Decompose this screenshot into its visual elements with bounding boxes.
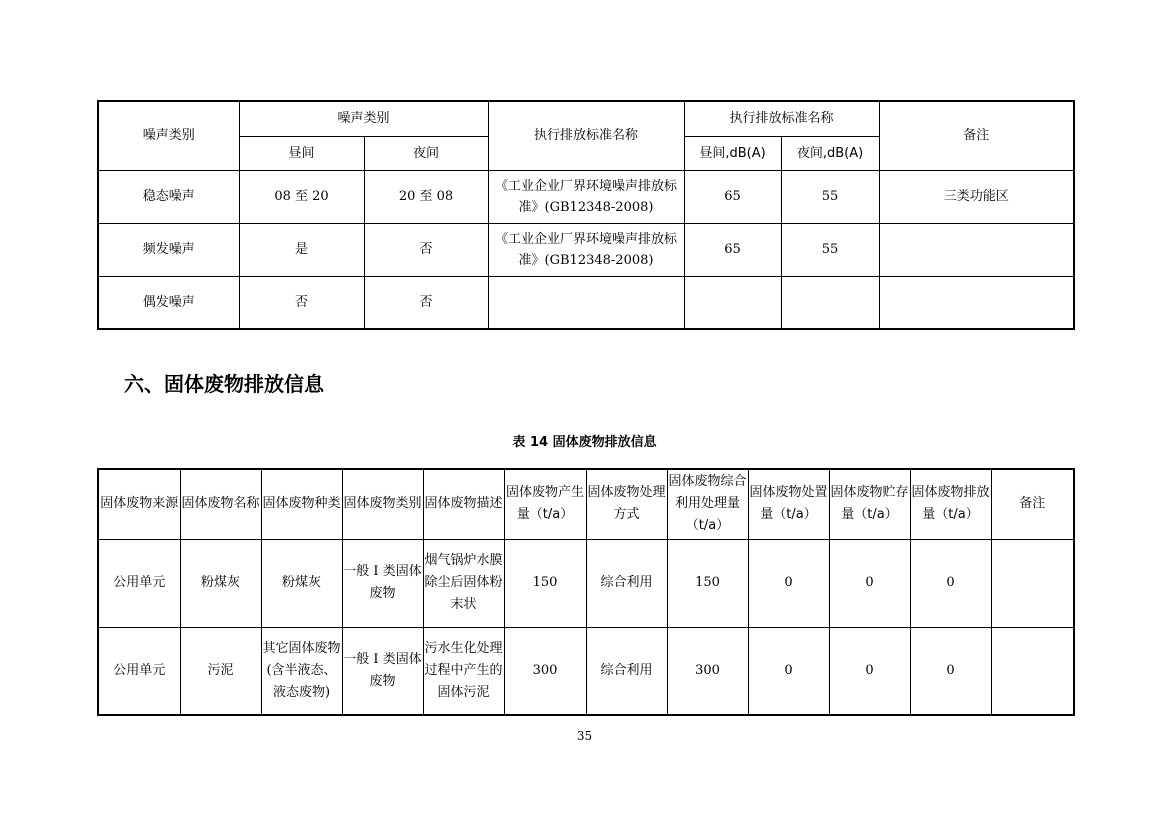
waste-utilization-cell: 150 — [667, 539, 748, 627]
noise-header-category: 噪声类别 — [98, 101, 239, 170]
table-row — [98, 276, 1074, 329]
waste-header-remark: 备注 — [991, 469, 1074, 539]
waste-storage-cell: 0 — [829, 539, 910, 627]
waste-remark-cell — [991, 539, 1074, 627]
noise-category-cell: 频发噪声 — [98, 223, 239, 276]
waste-class-cell: 一般 I 类固体废物 — [342, 627, 423, 715]
noise-standard-cell — [488, 276, 684, 329]
waste-header-treatment: 固体废物处理方式 — [586, 469, 667, 539]
table-row — [98, 539, 1074, 627]
noise-night-limit-cell — [781, 276, 879, 329]
noise-header-day-limit: 昼间,dB(A) — [684, 136, 781, 170]
waste-source-cell: 公用单元 — [98, 539, 180, 627]
noise-header-standard: 执行排放标准名称 — [488, 101, 684, 170]
waste-discharge-cell: 0 — [910, 627, 991, 715]
waste-disposal-cell: 0 — [748, 627, 829, 715]
waste-storage-cell: 0 — [829, 627, 910, 715]
waste-header-generation: 固体废物产生量（t/a） — [504, 469, 586, 539]
waste-discharge-cell: 0 — [910, 539, 991, 627]
waste-treatment-cell: 综合利用 — [586, 627, 667, 715]
page-number: 35 — [576, 729, 593, 743]
noise-day-limit-cell: 65 — [684, 223, 781, 276]
noise-remark-cell — [879, 223, 1074, 276]
noise-day-cell: 否 — [239, 276, 364, 329]
noise-night-limit-cell: 55 — [781, 170, 879, 223]
solid-waste-table — [97, 468, 1075, 716]
noise-category-cell: 偶发噪声 — [98, 276, 239, 329]
waste-header-disposal: 固体废物处置量（t/a） — [748, 469, 829, 539]
noise-header-limit-group: 执行排放标准名称 — [684, 101, 879, 136]
noise-day-cell: 08 至 20 — [239, 170, 364, 223]
noise-header-remark: 备注 — [879, 101, 1074, 170]
noise-day-cell: 是 — [239, 223, 364, 276]
waste-description-cell: 烟气锅炉水膜除尘后固体粉末状 — [423, 539, 504, 627]
waste-header-storage: 固体废物贮存量（t/a） — [829, 469, 910, 539]
waste-header-source: 固体废物来源 — [98, 469, 180, 539]
noise-night-cell: 否 — [364, 223, 488, 276]
section-heading: 六、固体废物排放信息 — [124, 372, 324, 396]
waste-kind-cell: 其它固体废物(含半液态、液态废物) — [261, 627, 342, 715]
waste-header-discharge: 固体废物排放量（t/a） — [910, 469, 991, 539]
waste-remark-cell — [991, 627, 1074, 715]
noise-night-cell: 否 — [364, 276, 488, 329]
waste-name-cell: 粉煤灰 — [180, 539, 261, 627]
noise-standard-cell: 《工业企业厂界环境噪声排放标准》(GB12348-2008) — [488, 170, 684, 223]
waste-header-description: 固体废物描述 — [423, 469, 504, 539]
waste-kind-cell: 粉煤灰 — [261, 539, 342, 627]
waste-treatment-cell: 综合利用 — [586, 539, 667, 627]
waste-source-cell: 公用单元 — [98, 627, 180, 715]
noise-header-time-group: 噪声类别 — [239, 101, 488, 136]
table-row — [98, 223, 1074, 276]
noise-header-day: 昼间 — [239, 136, 364, 170]
noise-category-cell: 稳态噪声 — [98, 170, 239, 223]
table-row — [98, 170, 1074, 223]
waste-description-cell: 污水生化处理过程中产生的固体污泥 — [423, 627, 504, 715]
table-row — [98, 627, 1074, 715]
waste-name-cell: 污泥 — [180, 627, 261, 715]
waste-utilization-cell: 300 — [667, 627, 748, 715]
waste-generation-cell: 300 — [504, 627, 586, 715]
table-caption: 表 14 固体废物排放信息 — [512, 435, 657, 450]
noise-day-limit-cell — [684, 276, 781, 329]
noise-night-cell: 20 至 08 — [364, 170, 488, 223]
noise-standard-cell: 《工业企业厂界环境噪声排放标准》(GB12348-2008) — [488, 223, 684, 276]
noise-standards-table — [97, 100, 1075, 330]
waste-header-kind: 固体废物种类 — [261, 469, 342, 539]
noise-day-limit-cell: 65 — [684, 170, 781, 223]
waste-header-name: 固体废物名称 — [180, 469, 261, 539]
noise-remark-cell: 三类功能区 — [879, 170, 1074, 223]
noise-header-night-limit: 夜间,dB(A) — [781, 136, 879, 170]
noise-night-limit-cell: 55 — [781, 223, 879, 276]
noise-header-night: 夜间 — [364, 136, 488, 170]
waste-generation-cell: 150 — [504, 539, 586, 627]
noise-remark-cell — [879, 276, 1074, 329]
waste-header-utilization: 固体废物综合利用处理量（t/a） — [667, 469, 748, 539]
waste-header-class: 固体废物类别 — [342, 469, 423, 539]
waste-disposal-cell: 0 — [748, 539, 829, 627]
waste-class-cell: 一般 I 类固体废物 — [342, 539, 423, 627]
